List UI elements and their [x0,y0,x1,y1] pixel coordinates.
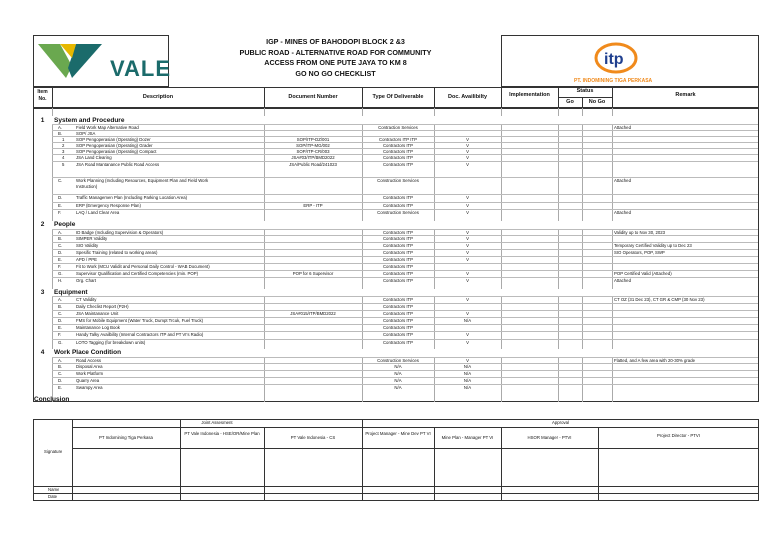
row-label: H. [58,278,63,283]
row-description: Handy Talky Availbility (Internal Contractors ITP and PT VI's Radio) [76,332,204,337]
row-label: A. [58,297,63,302]
row-remark: Attached [614,178,631,183]
title-line-3: ACCESS FROM ONE PUTE JAYA TO KM 8 [264,58,407,67]
row-remark: POP Certified Valid (Attached) [614,271,672,276]
row-description: JSA Road Mantanance Public Road Access [76,162,160,167]
conclusion-label: Conclusion [34,396,70,403]
row-document-number: SOP/ITP-CR/003 [296,149,330,154]
section-title: People [54,221,76,228]
section-row [34,221,758,229]
row-deliverable-type: N/A [394,385,402,390]
row-deliverable-type: Contractors ITP [382,264,414,269]
row-remark: Attached [614,210,631,215]
name-row-label: Name [48,487,60,492]
row-deliverable-type: Contraction Services [378,125,418,130]
vale-logo-icon [36,40,108,84]
row-availability: V [466,230,469,235]
col-go: Go [566,99,574,105]
row-description: LAQ / Land Clear Area [76,210,120,215]
row-availability: V [466,250,469,255]
row-availability: V [466,203,469,208]
row-description: Quarry Area [76,378,100,383]
row-description: Supervisor Qualification and Certified Competencies (min. POP) [76,271,199,276]
row-label: 4 [62,155,65,160]
row-description: Org. Chart [76,278,97,283]
vale-logo-text: VALE [110,56,172,81]
row-description-cont: Instruction) [76,184,98,189]
itp-logo-text: PT. INDOMINING TIGA PERKASA [574,78,653,84]
row-label: F. [58,210,62,215]
document-title [172,35,499,87]
row-availability: V [466,257,469,262]
row-deliverable-type: Contractors ITP [382,243,414,248]
row-label: D. [58,250,63,255]
row-label: B. [58,236,63,241]
row-document-number: JSA/Public Road/241023 [289,162,337,167]
row-availability: V [466,332,469,337]
row-availability: V [466,340,469,345]
row-deliverable-type: Construction Services [377,178,419,183]
row-deliverable-type: N/A [394,371,402,376]
row-remark: SIO Operators, POP, SWP [614,250,665,255]
row-availability: N/A [463,371,472,376]
section-number: 2 [40,221,45,228]
title-line-2: PUBLIC ROAD - ALTERNATIVE ROAD FOR COMMUNITY [239,47,432,57]
row-deliverable-type: Contractors ITP [382,195,414,200]
row-description: SOP/ JSA [76,131,96,136]
row-availability: V [466,358,469,363]
row-description: Swampy Area [76,385,103,390]
row-availability: N/A [463,385,472,390]
row-description: SOP Pengoperasian (Operating) Compact [76,149,157,154]
row-description: SIMPER Validity [76,236,108,241]
row-availability: V [466,278,469,283]
row-label: C. [58,371,63,376]
col-remark: Remark [675,92,696,98]
row-description: ID Badge (Including Supervision & Operators) [76,230,164,235]
row-description: Work Platform [76,371,104,376]
col-implementation: Implementation [509,92,550,98]
row-remark: Temporary Certified Validity up to Dec 23 [614,243,692,248]
section-title: Work Place Condition [54,349,122,356]
row-description: Field Work Map Alternative Road [76,125,139,130]
row-label: C. [58,178,63,183]
row-label: F. [58,332,62,337]
row-deliverable-type: Contractors ITP [382,149,414,154]
row-description: Maintanance Log Book [76,325,120,330]
col-nogo: No Go [588,99,606,105]
row-description: Fit to Work (MCU Validit and Personal Daily Control - WAB Document) [76,264,210,269]
row-document-number: SOP/ITP-DZ/001 [296,137,330,142]
row-label: G. [58,271,63,276]
signer-hsor: HSOR Manager - PTVI [527,435,572,440]
section-number: 1 [40,117,45,124]
row-deliverable-type: Contractors ITP [382,155,414,160]
row-label: A. [58,125,63,130]
row-remark: CT OZ (31 Dec 23), CT GR & CMP (30 Nov 23) [614,297,705,302]
signer-itp: PT Indomining Tiga Perkasa [99,435,153,440]
col-item: Item No. [37,89,48,102]
row-deliverable-type: Contractors ITP [382,325,414,330]
row-description: JSA Maintanance Unit [76,311,119,316]
row-availability: N/A [463,378,472,383]
row-document-number: POP for 6 Supervisor [292,271,334,276]
row-label: G. [58,340,63,345]
row-deliverable-type: Contractors ITP [382,304,414,309]
row-label: E. [58,257,63,262]
row-deliverable-type: Construction Services [377,358,419,363]
section-number: 3 [40,289,45,296]
row-availability: V [466,243,469,248]
row-deliverable-type: Construction Services [377,210,419,215]
signer-project-manager: Project Manager - Mine Dev PT VI [365,431,431,436]
row-description: SOP Pengoperasian (Operating) Dozer [76,137,151,142]
row-deliverable-type: Contractors ITP [382,162,414,167]
row-description: Spesific Training (related to working areas) [76,250,158,255]
row-label: D. [58,195,63,200]
row-availability: V [466,311,469,316]
row-description: JSA Land Clearing [76,155,112,160]
section-title: System and Procedure [54,117,125,124]
row-document-number: JSA#03/ITP/BMD2022 [291,155,335,160]
title-line-4: GO NO GO CHECKLIST [295,68,376,78]
signer-vale-hse: PT Vale Indonesia - HSE/OR/Mine Plan [184,431,260,436]
row-label: 1 [62,137,65,142]
row-availability: V [466,149,469,154]
row-remark: Attached [614,125,631,130]
row-label: B. [58,364,63,369]
section-row [34,349,758,357]
row-availability: V [466,155,469,160]
row-description: APD / PPE [76,257,98,262]
row-remark: Validity up to Nov 30, 2023 [614,230,666,235]
section-title: Equipment [54,289,88,296]
row-description: Work Planning (Including Resources, Equipment Plan and Field Work [76,178,209,183]
itp-logo-icon [590,40,640,76]
row-deliverable-type: Contractors ITP [382,250,414,255]
row-deliverable-type: Contractors ITP [382,203,414,208]
col-availability: Doc. Availibilty [447,94,488,100]
row-description: Disposal Area [76,364,103,369]
row-description: LOTO Tagging (for breakdown units) [76,340,146,345]
row-deliverable-type: Contractors ITP [382,311,414,316]
row-label: E. [58,325,63,330]
date-row-label: Date [48,494,58,499]
signer-vale-cs: PT Vale Indonesia - CS [290,435,336,440]
row-description: Daily Checlist Report (P2H) [76,304,129,309]
joint-assessment-label: Joint Assesment [201,420,233,425]
row-deliverable-type: Contractors ITP ITP [379,137,417,142]
row-description: Traffic Managemen Plan (Including Parking Location Area) [76,195,188,200]
col-description: Description [142,94,174,100]
vale-logo-box [33,35,172,87]
row-deliverable-type: Contractors ITP [382,332,414,337]
row-document-number: ERP - ITP [303,203,323,208]
row-deliverable-type: Contractors ITP [382,236,414,241]
signer-project-director: Project Director - PTVI [657,433,700,438]
row-availability: V [466,297,469,302]
row-availability: V [466,236,469,241]
row-description: Road Access [76,358,102,363]
signature-row-label: Signature [44,449,63,454]
row-label: B. [58,304,63,309]
row-deliverable-type: Contractors ITP [382,271,414,276]
row-availability: V [466,271,469,276]
row-remark: Flatted, and A few area with 20-30% grade [614,358,695,363]
row-availability: N/A [463,364,472,369]
svg-text:itp: itp [604,51,624,68]
row-label: C. [58,243,63,248]
row-label: C. [58,311,63,316]
row-description: SOP Pengoperasian (Operating) Grader [76,143,153,148]
row-label: B. [58,131,63,136]
row-label: E. [58,203,63,208]
row-description: ERP (Emergency Response Plan) [76,203,141,208]
row-label: 5 [62,162,65,167]
row-availability: V [466,195,469,200]
row-label: A. [58,230,63,235]
row-label: D. [58,318,63,323]
row-availability: V [466,143,469,148]
row-document-number: SOP/ITP-MG/002 [296,143,330,148]
row-document-number: JSA#015/ITP/BMD2022 [290,311,336,316]
row-deliverable-type: N/A [394,364,402,369]
itp-logo-box [501,35,759,87]
row-remark: Attached [614,278,631,283]
row-availability: V [466,210,469,215]
row-label: 3 [62,149,65,154]
row-label: A. [58,358,63,363]
row-deliverable-type: Contractors ITP [382,143,414,148]
row-label: F. [58,264,62,269]
signer-mine-plan: Mine Plan - Manager PT VI [441,435,494,440]
row-description: FMS for Mobile Equipment (Water Truck, Dumpt Trcuk, Fuel Truck) [76,318,204,323]
row-availability: N/A [463,318,472,323]
row-deliverable-type: Contractors ITP [382,230,414,235]
row-availability: V [466,137,469,142]
section-number: 4 [40,349,45,356]
approval-label: Approval [552,420,569,425]
row-label: 2 [62,143,65,148]
row-description: SIO Validity [76,243,99,248]
col-status: Status [576,88,594,94]
row-deliverable-type: N/A [394,378,402,383]
row-deliverable-type: Contractors ITP [382,318,414,323]
row-deliverable-type: Contractors ITP [382,257,414,262]
row-label: D. [58,378,63,383]
row-label: E. [58,385,63,390]
row-availability: V [466,162,469,167]
col-document-number: Document Number [288,94,338,100]
title-line-1: IGP - MINES OF BAHODOPI BLOCK 2 &3 [266,37,405,46]
row-deliverable-type: Contractors ITP [382,340,414,345]
row-deliverable-type: Contractors ITP [382,297,414,302]
row-deliverable-type: Contractors ITP [382,278,414,283]
row-description: CT Validity [76,297,97,302]
col-type: Type Of Deliverable [372,94,424,100]
